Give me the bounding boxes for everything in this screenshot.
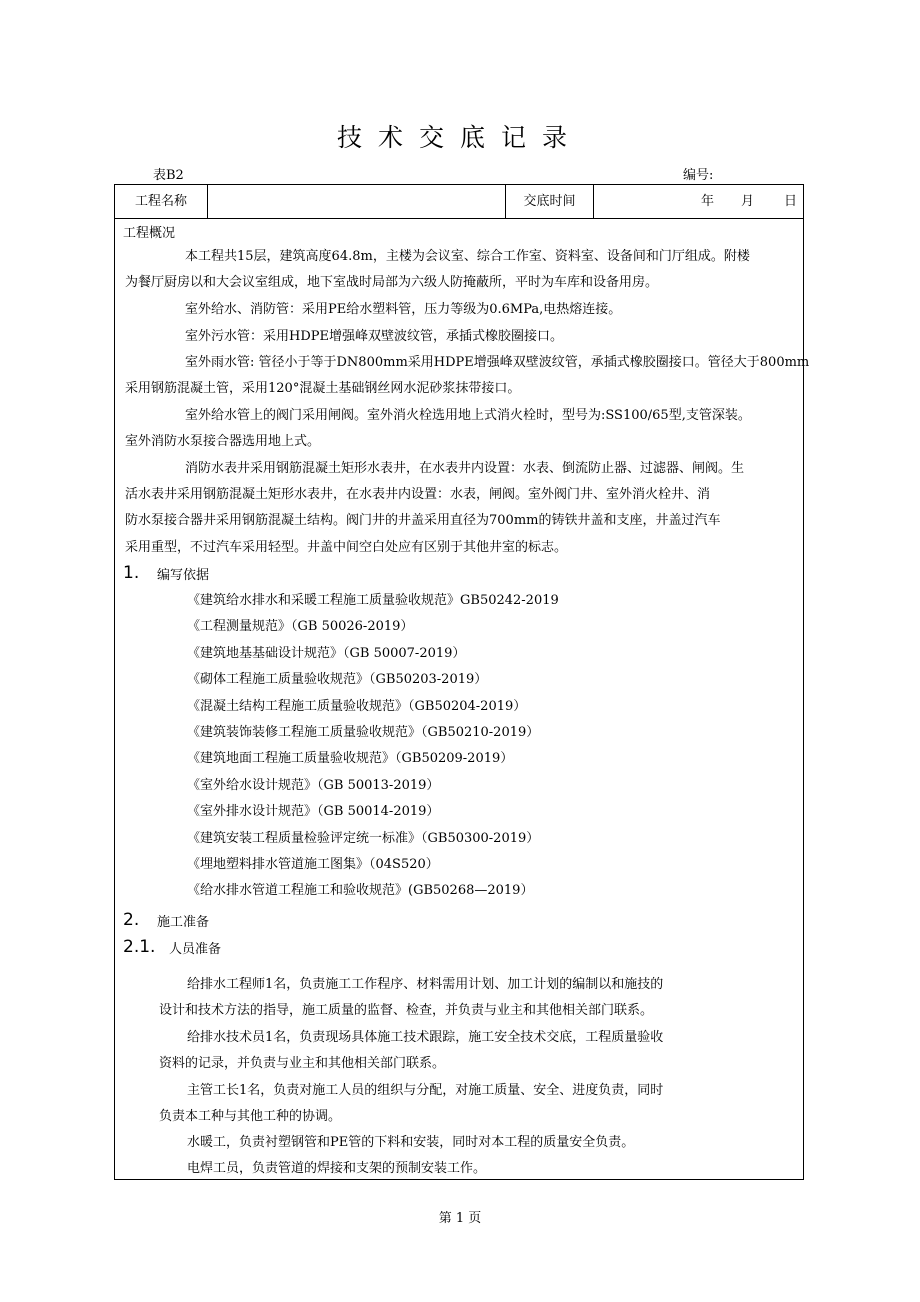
section-2-1-title: 人员准备 [169,942,222,957]
day-label: 日 [784,194,798,209]
staff-line: 给排水工程师1名，负责施工工作程序、材料需用计划、加工计划的编制以和施技的 [187,977,664,992]
overview-line: 防水泵接合器井采用钢筋混凝土结构。阀门井的井盖采用直径为700mm的铸铁井盖和支座，井盖过汽车 [125,513,721,528]
staff-line: 资料的记录，并负责与业主和其他相关部门联系。 [159,1056,446,1071]
year-label: 年 [701,194,715,209]
staff-line: 主管工长1名，负责对施工人员的组织与分配，对施工质量、安全、进度负责，同时 [187,1083,664,1098]
reference-item: 《工程测量规范》（GB 50026-2019） [187,619,414,634]
staff-line: 负责本工种与其他工种的协调。 [159,1109,342,1124]
project-name-label: 工程名称 [115,185,208,218]
section-1-number: 1. [123,563,140,583]
reference-item: 《埋地塑料排水管道施工图集》（04S520） [187,857,439,872]
overview-line: 活水表井采用钢筋混凝土矩形水表井，在水表井内设置：水表，闸阀。室外阀门井、室外消火栓井、消 [125,487,711,502]
overview-line: 室外消防水泵接合器选用地上式。 [125,434,321,449]
overview-line: 室外污水管：采用HDPE增强峰双壁波纹管，承插式橡胶圈接口。 [185,329,563,344]
page-title: 技术交底记录 [336,123,583,152]
month-label: 月 [741,194,755,209]
handover-date-label: 交底时间 [506,185,594,218]
staff-line: 设计和技术方法的指导，施工质量的监督、检查，并负责与业主和其他相关部门联系。 [159,1003,654,1018]
overview-line: 消防水表井采用钢筋混凝土矩形水表井，在水表井内设置：水表、倒流防止器、过滤器、闸阀。生 [185,461,745,476]
staff-line: 电焊工员，负责管道的焊接和支架的预制安装工作。 [187,1161,487,1176]
overview-line: 室外给水管上的阀门采用闸阀。室外消火栓选用地上式消火栓时，型号为:SS100/65型,支管深装。 [185,408,751,423]
section-2-title: 施工准备 [157,915,210,930]
reference-item: 《建筑装饰装修工程施工质量验收规范》（GB50210-2019） [187,725,540,740]
form-code: 表B2 [153,168,184,183]
staff-line: 给排水技术员1名，负责现场具体施工技术跟踪，施工安全技术交底，工程质量验收 [187,1030,664,1045]
reference-item: 《室外排水设计规范》（GB 50014-2019） [187,804,440,819]
reference-item: 《砌体工程施工质量验收规范》（GB50203-2019） [187,672,488,687]
handover-date-field[interactable] [594,185,803,218]
reference-item: 《混凝土结构工程施工质量验收规范》（GB50204-2019） [187,699,527,714]
overview-line: 采用重型，不过汽车采用轻型。井盖中间空白处应有区别于其他井室的标志。 [125,540,568,555]
reference-item: 《室外给水设计规范》（GB 50013-2019） [187,778,440,793]
form-header-row [115,185,803,219]
project-name-field[interactable] [208,185,506,218]
overview-line: 本工程共15层，建筑高度64.8m，主楼为会议室、综合工作室、资料室、设备间和门厅组成。附楼 [185,249,750,264]
reference-item: 《建筑安装工程质量检验评定统一标准》（GB50300-2019） [187,831,540,846]
section-2-number: 2. [123,910,140,930]
reference-item: 《建筑给水排水和采暖工程施工质量验收规范》GB50242-2019 [187,593,559,608]
reference-item: 《建筑地基基础设计规范》（GB 50007-2019） [187,646,466,661]
page-number: 第 1 页 [438,1211,482,1226]
reference-item: 《给水排水管道工程施工和验收规范》(GB50268—2019） [187,883,534,898]
reference-item: 《建筑地面工程施工质量验收规范》（GB50209-2019） [187,751,514,766]
section-1-title: 编写依据 [157,568,210,583]
overview-heading: 工程概况 [123,226,176,241]
staff-line: 水暖工，负责衬塑钢管和PE管的下料和安装，同时对本工程的质量安全负责。 [187,1135,635,1150]
overview-line: 室外雨水管: 管径小于等于DN800mm采用HDPE增强峰双壁波纹管，承插式橡胶圈接口。管径大于800mm [185,355,810,370]
serial-number-label: 编号: [683,168,714,183]
overview-line: 为餐厅厨房以和大会议室组成，地下室战时局部为六级人防掩蔽所，平时为车库和设备用房。 [125,275,659,290]
overview-line: 采用钢筋混凝土管，采用120°混凝土基础钢丝网水泥砂浆抹带接口。 [125,381,521,396]
overview-line: 室外给水、消防管：采用PE给水塑料管，压力等级为0.6MPa,电热熔连接。 [185,302,622,317]
section-2-1-number: 2.1. [123,937,156,957]
record-form [114,184,810,1180]
